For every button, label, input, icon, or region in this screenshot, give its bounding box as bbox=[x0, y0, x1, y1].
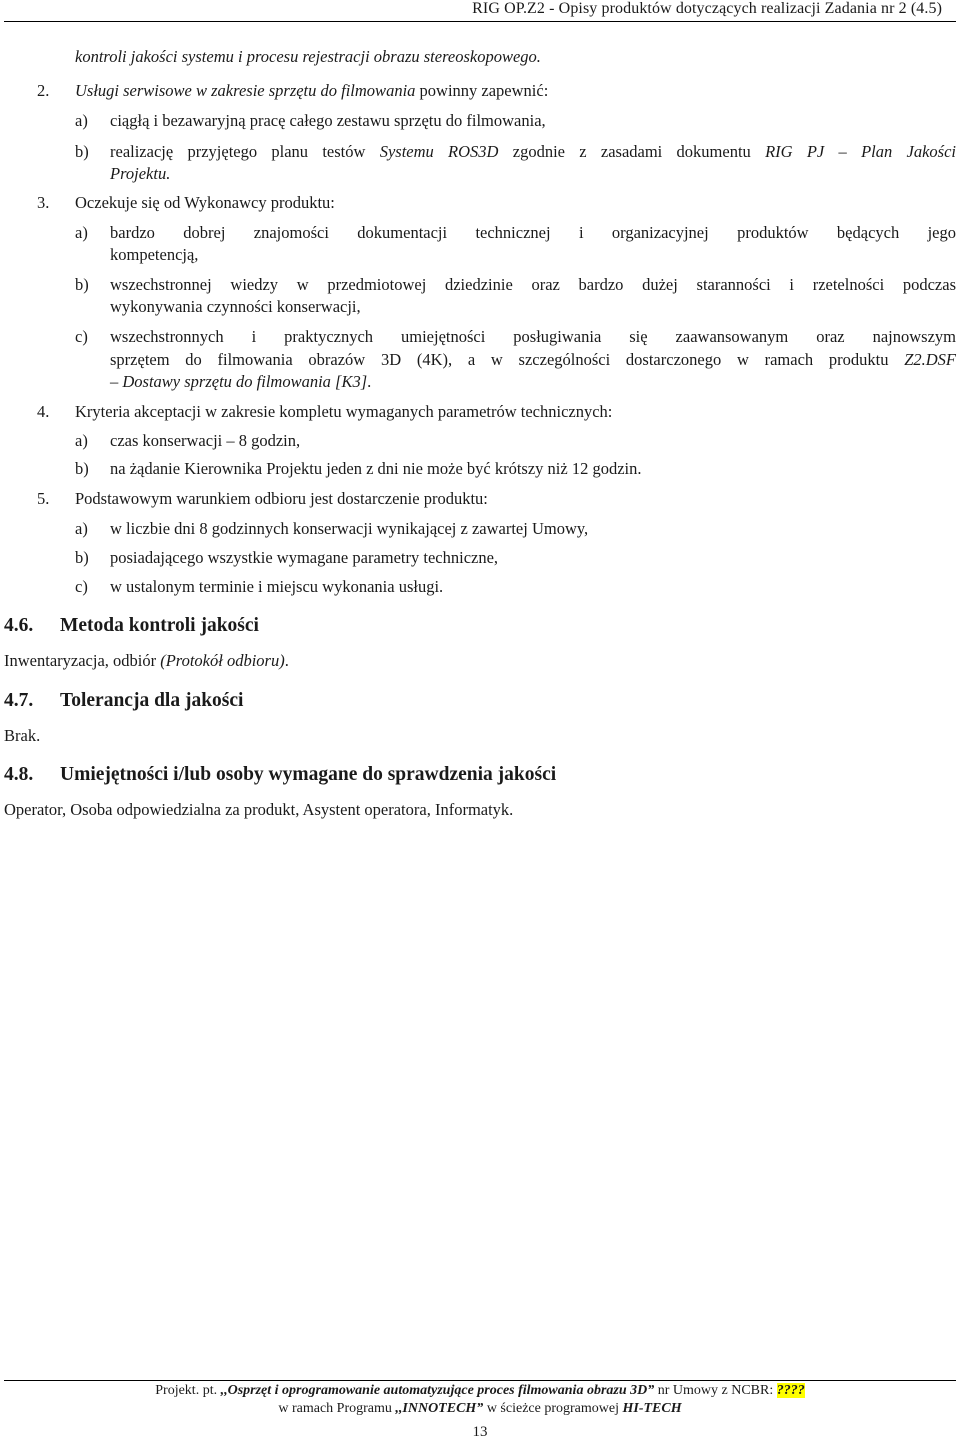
item-2-normal: powinny zapewnić: bbox=[415, 81, 549, 100]
section-4-6-text: Inwentaryzacja, odbiór (Protokół odbioru). bbox=[4, 651, 289, 670]
item-2b-line2: Projektu. bbox=[110, 164, 171, 183]
item-5b-text: posiadającego wszystkie wymagane parametry techniczne, bbox=[110, 548, 499, 567]
section-4-7-text: Brak. bbox=[4, 726, 41, 745]
item-3c-line3: – Dostawy sprzętu do filmowania [K3]. bbox=[110, 372, 372, 391]
item-4b-text: na żądanie Kierownika Projektu jeden z dni nie może być krótszy niż 12 godzin. bbox=[110, 459, 642, 478]
item-2b-label: b) bbox=[75, 142, 89, 161]
item-2a-label: a) bbox=[75, 111, 88, 130]
continuation-line: kontroli jakości systemu i procesu rejestracji obrazu stereoskopowego. bbox=[75, 47, 541, 66]
item-3a-line2: kompetencją, bbox=[110, 245, 199, 264]
item-3b-line2: wykonywania czynności konserwacji, bbox=[110, 297, 361, 316]
footer-line-1: Projekt. pt. ,,Osprzęt i oprogramowanie automatyzujące proces filmowania obrazu 3D” nr Umowy z NCBR: ???? bbox=[155, 1383, 805, 1398]
item-3b-label: b) bbox=[75, 275, 89, 294]
item-4a-text: czas konserwacji – 8 godzin, bbox=[110, 431, 301, 450]
item-5c-label: c) bbox=[75, 577, 88, 596]
section-4-7-heading: 4.7. Tolerancja dla jakości bbox=[4, 690, 244, 711]
item-3c-line1: wszechstronnych i praktycznych umiejętności posługiwania się zaawansowanym oraz najnowszym bbox=[110, 327, 956, 346]
item-3b-line1: wszechstronnej wiedzy w przedmiotowej dziedzinie oraz bardzo dużej staranności i rzetelności podczas bbox=[110, 275, 956, 294]
item-3-number: 3. bbox=[37, 193, 50, 212]
item-3-text: Oczekuje się od Wykonawcy produktu: bbox=[75, 193, 335, 212]
item-3a-label: a) bbox=[75, 223, 88, 242]
item-2b-line1: realizację przyjętego planu testów Systemu ROS3D zgodnie z zasadami dokumentu RIG PJ – Plan Jakości bbox=[110, 142, 956, 161]
section-4-8-heading: 4.8. Umiejętności i/lub osoby wymagane do sprawdzenia jakości bbox=[4, 764, 557, 785]
item-2-italic: Usługi serwisowe w zakresie sprzętu do filmowania bbox=[75, 81, 416, 100]
footer-line-2: w ramach Programu ,,INNOTECH” w ścieżce programowej HI-TECH bbox=[278, 1401, 682, 1416]
item-4b-label: b) bbox=[75, 459, 89, 478]
item-5-number: 5. bbox=[37, 489, 50, 508]
item-4-number: 4. bbox=[37, 402, 50, 421]
item-5c-text: w ustalonym terminie i miejscu wykonania usługi. bbox=[110, 577, 444, 596]
page-number: 13 bbox=[472, 1424, 488, 1440]
item-5a-label: a) bbox=[75, 519, 88, 538]
item-3c-line2: sprzętem do filmowania obrazów 3D (4K), a w szczególności dostarczonego w ramach produktu Z2.DSF bbox=[110, 350, 956, 369]
item-3a-line1: bardzo dobrej znajomości dokumentacji technicznej i organizacyjnej produktów będących jego bbox=[110, 223, 956, 242]
item-5b-label: b) bbox=[75, 548, 89, 567]
item-2a-text: ciągłą i bezawaryjną pracę całego zestawu sprzętu do filmowania, bbox=[110, 111, 546, 130]
item-5a-text: w liczbie dni 8 godzinnych konserwacji wynikającej z zawartej Umowy, bbox=[110, 519, 589, 538]
item-2-text bbox=[75, 80, 548, 101]
section-4-8-text: Operator, Osoba odpowiedzialna za produkt, Asystent operatora, Informatyk. bbox=[4, 800, 514, 819]
item-3c-label: c) bbox=[75, 327, 88, 346]
section-4-6-heading: 4.6. Metoda kontroli jakości bbox=[4, 615, 259, 636]
contract-number-highlight: ???? bbox=[776, 1383, 805, 1398]
item-4-text: Kryteria akceptacji w zakresie kompletu wymaganych parametrów technicznych: bbox=[75, 402, 613, 421]
item-4a-label: a) bbox=[75, 431, 88, 450]
item-2-number: 2. bbox=[37, 81, 50, 100]
header-divider bbox=[4, 21, 956, 22]
running-header: RIG OP.Z2 - Opisy produktów dotyczących realizacji Zadania nr 2 (4.5) bbox=[472, 0, 942, 17]
item-5-text: Podstawowym warunkiem odbioru jest dostarczenie produktu: bbox=[75, 489, 488, 508]
